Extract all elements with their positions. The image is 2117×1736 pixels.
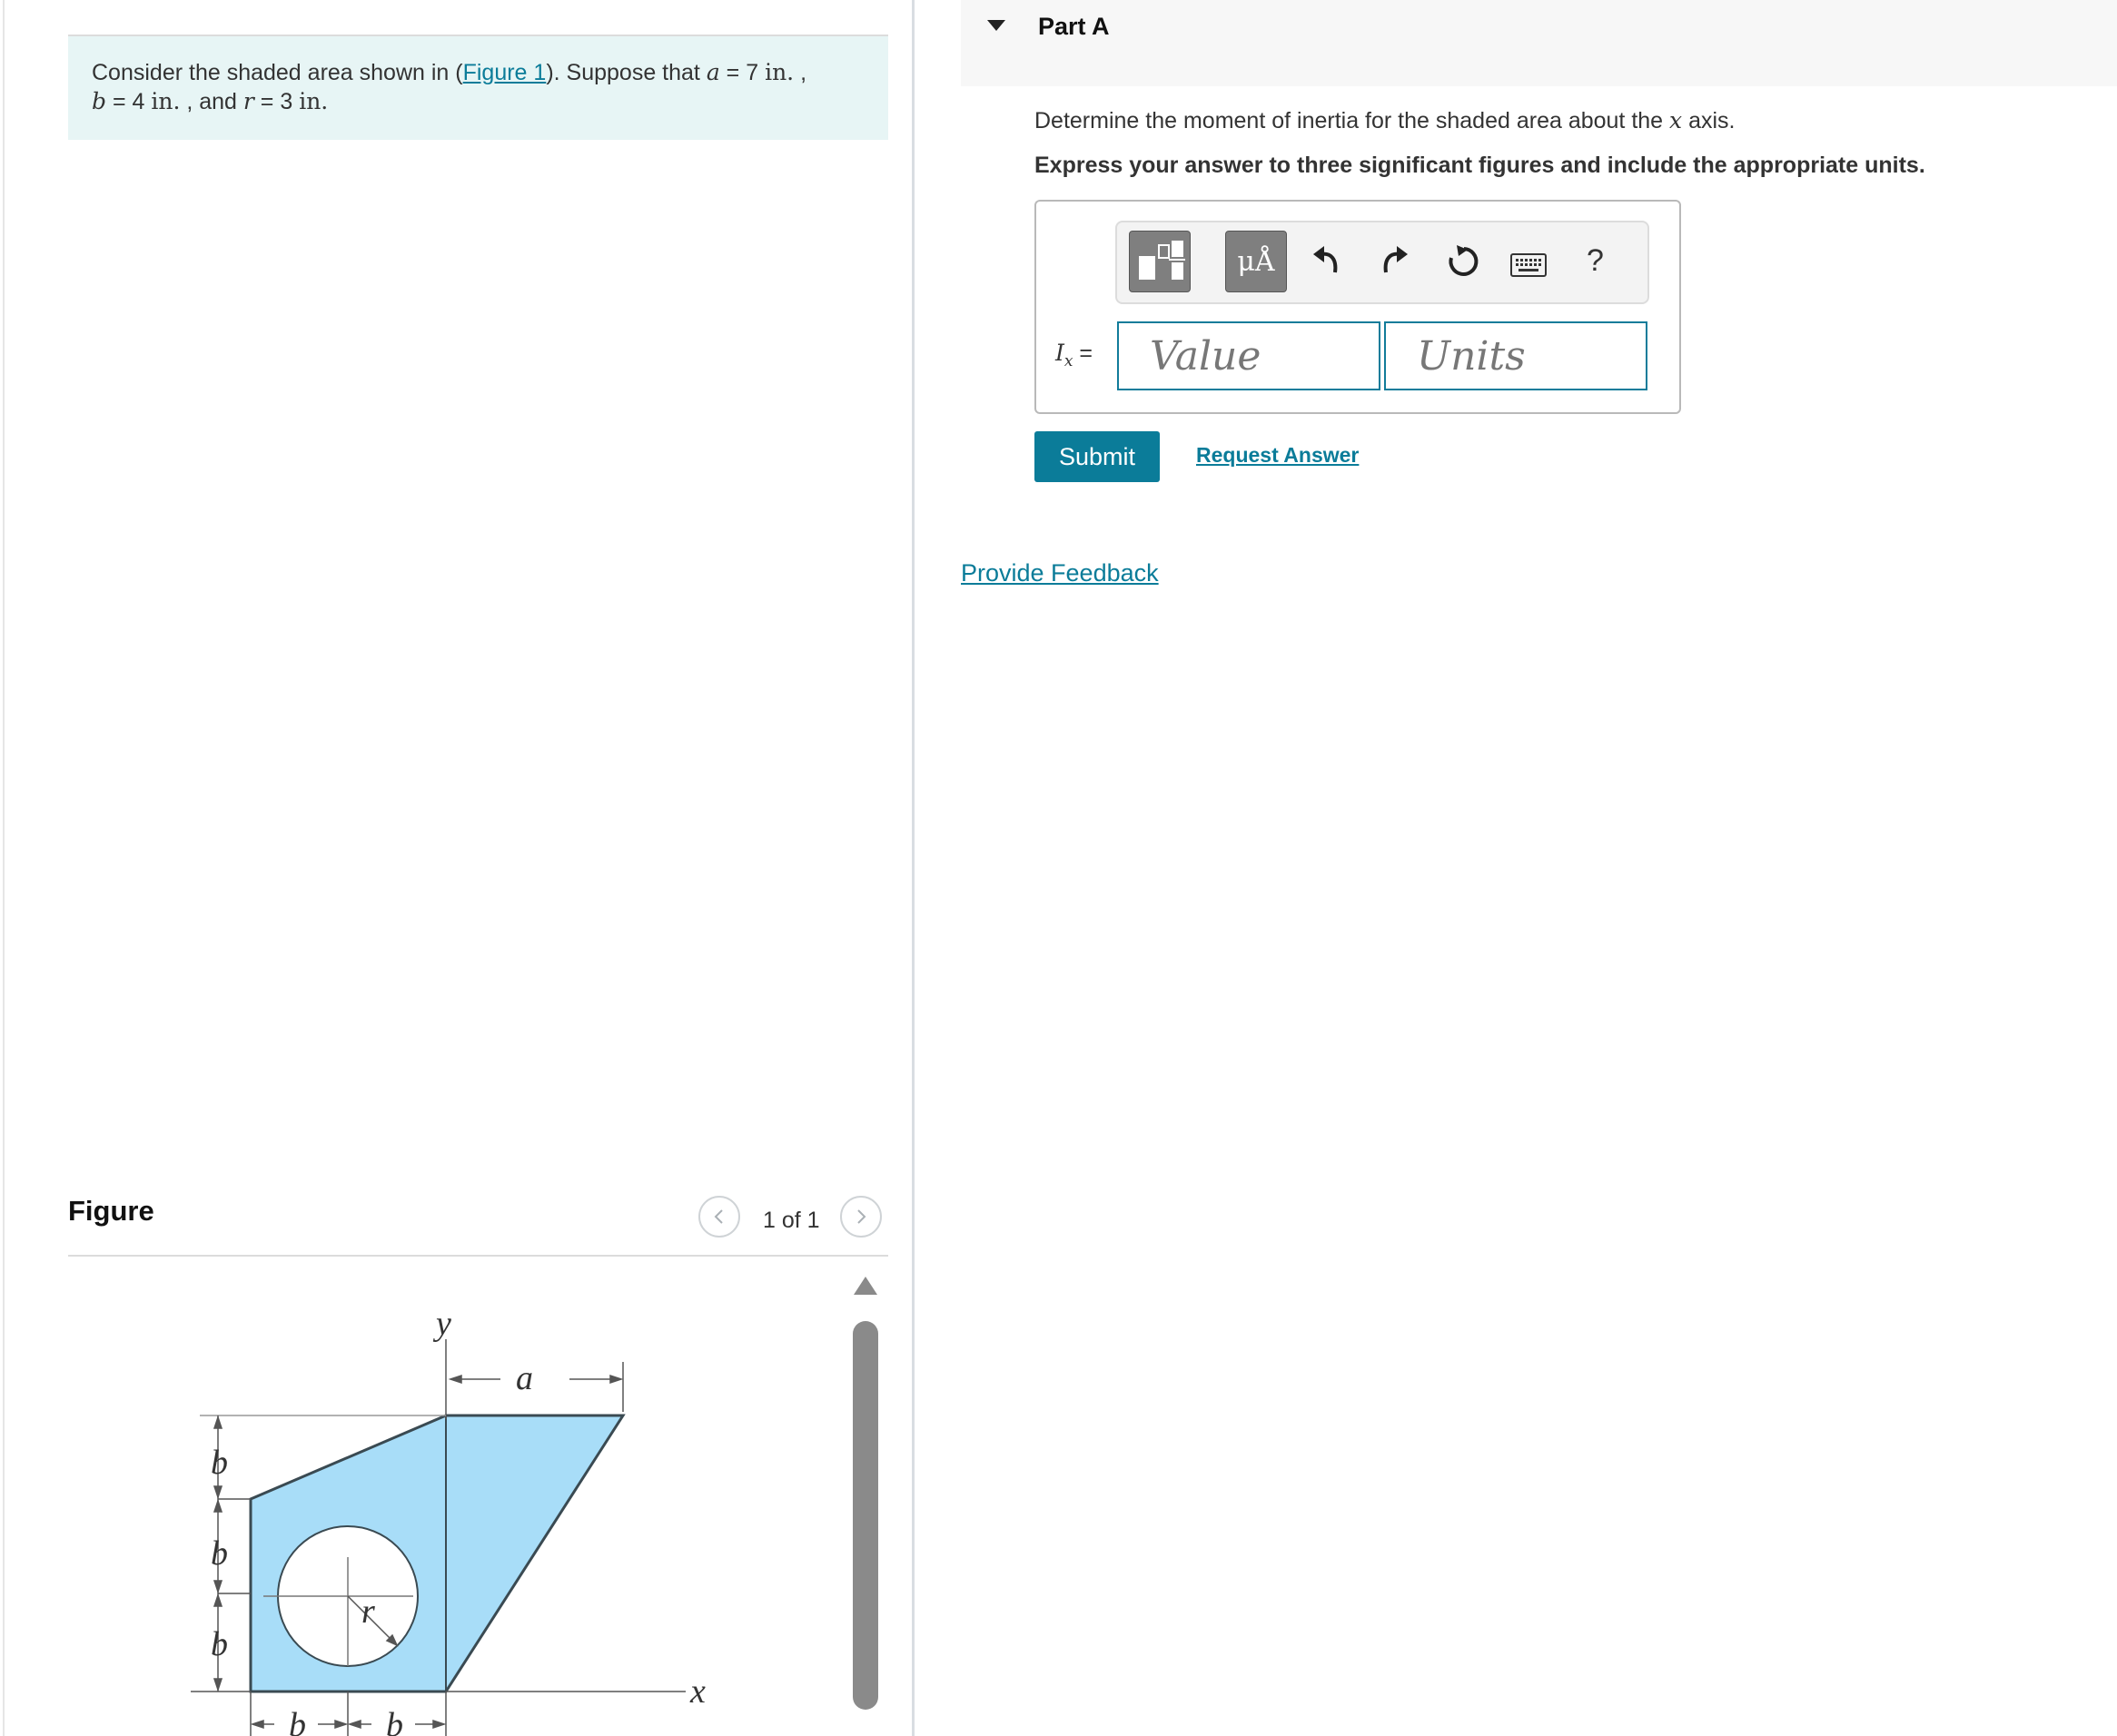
figure-scrollbar-thumb[interactable]: [853, 1321, 878, 1710]
part-title: Part A: [1038, 13, 1110, 40]
dim-b-bottom-label-2: b: [386, 1706, 403, 1736]
answer-equals: =: [1073, 340, 1093, 366]
answer-instruction: Express your answer to three significant figures and include the appropriate units.: [1034, 153, 1925, 178]
chevron-left-icon: [710, 1208, 728, 1226]
var-r: r: [242, 88, 254, 114]
left-border: [3, 0, 5, 1736]
keyboard-icon[interactable]: [1509, 252, 1548, 278]
dim-b-bottom-label-1: b: [289, 1706, 306, 1736]
figure-diagram: [163, 1285, 745, 1736]
figure-page-indicator: 1 of 1: [763, 1208, 820, 1233]
scroll-up-arrow-icon[interactable]: [852, 1275, 879, 1297]
redo-icon[interactable]: [1380, 243, 1410, 278]
prev-figure-button[interactable]: [698, 1196, 740, 1238]
dim-b-label-3: b: [211, 1625, 228, 1663]
b-unit: in.: [151, 88, 181, 114]
r-unit: in.: [299, 88, 329, 114]
dim-a-label: a: [516, 1359, 533, 1397]
var-a: a: [706, 59, 720, 85]
part-a-header[interactable]: [961, 0, 2117, 86]
prompt-before: Determine the moment of inertia for the shaded area about the: [1034, 108, 1670, 133]
prompt-axis-var: x: [1669, 107, 1683, 133]
figure-heading: Figure: [68, 1195, 154, 1227]
b-equals: = 4: [106, 89, 152, 114]
figure-link[interactable]: Figure 1: [462, 60, 547, 85]
problem-statement: [68, 35, 888, 140]
a-equals: = 7: [719, 60, 766, 85]
a-unit: in.: [765, 59, 795, 85]
prompt-after: axis.: [1682, 108, 1736, 133]
sep-2: , and: [180, 89, 243, 114]
var-b: b: [92, 88, 107, 114]
undo-icon[interactable]: [1311, 243, 1340, 278]
units-button-label: μÅ: [1237, 245, 1275, 278]
dim-b-label-2: b: [211, 1534, 228, 1573]
chevron-right-icon: [852, 1208, 870, 1226]
answer-variable-label: [1055, 340, 1093, 370]
question-prompt: [1034, 107, 1736, 134]
value-input[interactable]: [1117, 321, 1380, 390]
answer-var-main: I: [1055, 340, 1064, 366]
fraction-template-icon: [1133, 236, 1187, 287]
help-button[interactable]: ?: [1587, 243, 1604, 278]
shaded-area: [251, 1415, 623, 1692]
answer-var-sub: x: [1063, 352, 1073, 370]
sep-1: ,: [794, 60, 807, 85]
next-figure-button[interactable]: [840, 1196, 882, 1238]
request-answer-link[interactable]: Request Answer: [1196, 443, 1360, 467]
units-input[interactable]: [1384, 321, 1647, 390]
reset-icon[interactable]: [1444, 243, 1480, 280]
radius-label: r: [361, 1593, 375, 1631]
dim-b-label-1: b: [211, 1444, 228, 1482]
y-axis-label: y: [436, 1305, 451, 1343]
x-axis-label: x: [690, 1672, 706, 1711]
figure-rule: [68, 1255, 888, 1257]
problem-intro: Consider the shaded area shown in (: [92, 60, 463, 85]
templates-button[interactable]: [1129, 231, 1191, 292]
panel-divider: [912, 0, 915, 1736]
r-equals: = 3: [253, 89, 300, 114]
provide-feedback-link[interactable]: Provide Feedback: [961, 559, 1159, 587]
submit-button[interactable]: Submit: [1034, 431, 1160, 482]
caret-down-icon[interactable]: [986, 18, 1006, 33]
units-button[interactable]: [1225, 231, 1287, 292]
problem-suppose: ). Suppose that: [546, 60, 707, 85]
